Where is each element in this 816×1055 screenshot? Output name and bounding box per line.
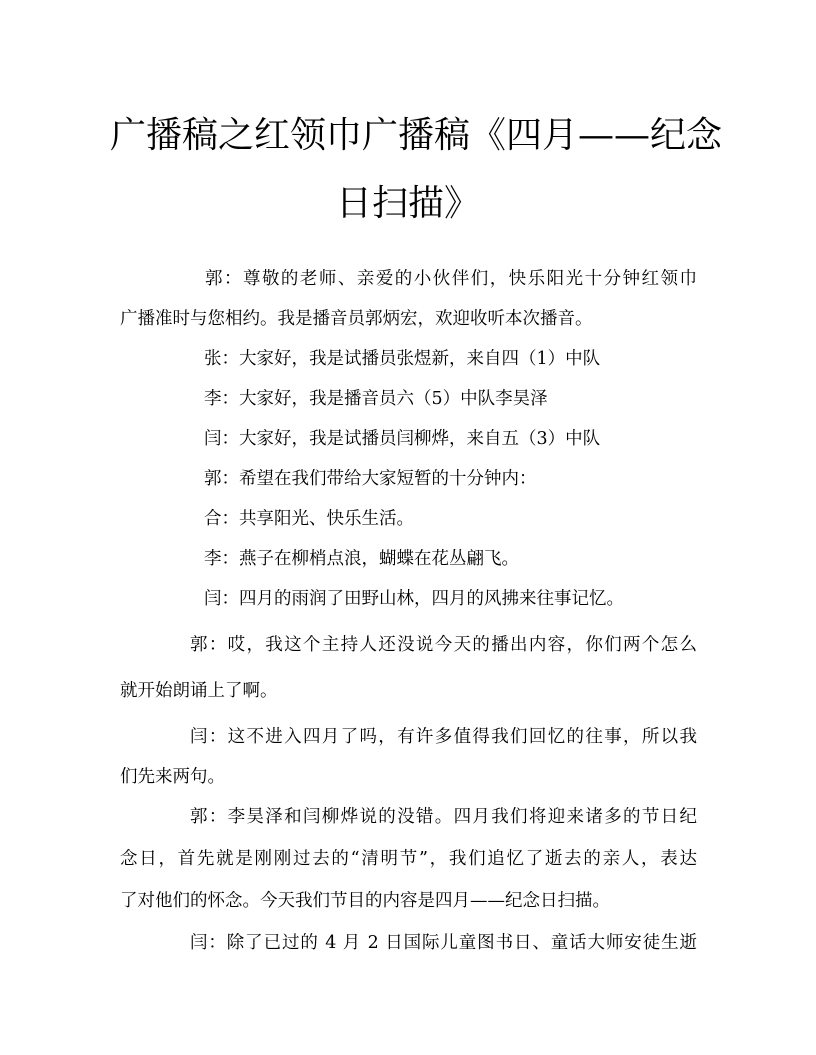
paragraph-line: 郭：李昊泽和闫柳烨说的没错。四月我们将迎来诸多的节日纪	[190, 807, 697, 827]
paragraph-line: 闫：四月的雨润了田野山林，四月的风拂来往事记忆。	[204, 589, 624, 609]
title-line-1: 广播稿之红领巾广播稿《四月——纪念	[110, 115, 723, 156]
paragraph-line: 李：大家好，我是播音员六（5）中队李昊泽	[204, 389, 548, 409]
paragraph-line: 合：共享阳光、快乐生活。	[204, 509, 414, 529]
paragraph-line: 李：燕子在柳梢点浪，蝴蝶在花丛翩飞。	[204, 549, 519, 569]
title-line-2: 日扫描》	[335, 183, 480, 224]
paragraph-line: 就开始朗诵上了啊。	[120, 681, 278, 701]
paragraph-line: 郭：尊敬的老师、亲爱的小伙伴们，快乐阳光十分钟红领巾	[205, 269, 697, 289]
paragraph-line: 了对他们的怀念。今天我们节目的内容是四月——纪念日扫描。	[120, 891, 610, 911]
paragraph-line: 闫：除了已过的 4 月 2 日国际儿童图书日、童话大师安徒生逝	[190, 933, 697, 953]
paragraph-line: 张：大家好，我是试播员张煜新，来自四（1）中队	[204, 349, 601, 369]
paragraph-line: 闫：大家好，我是试播员闫柳烨，来自五（3）中队	[204, 429, 601, 449]
document-title	[110, 102, 723, 238]
paragraph-line: 闫：这不进入四月了吗，有许多值得我们回忆的往事，所以我	[190, 727, 697, 747]
paragraph-line: 郭：希望在我们带给大家短暂的十分钟内：	[204, 469, 537, 489]
paragraph-line: 广播准时与您相约。我是播音员郭炳宏，欢迎收听本次播音。	[120, 309, 593, 329]
paragraph-line: 郭：哎，我这个主持人还没说今天的播出内容，你们两个怎么	[190, 635, 697, 655]
paragraph-line: 们先来两句。	[120, 767, 225, 787]
paragraph-line: 念日，首先就是刚刚过去的“清明节”，我们追忆了逝去的亲人，表达	[120, 849, 697, 869]
